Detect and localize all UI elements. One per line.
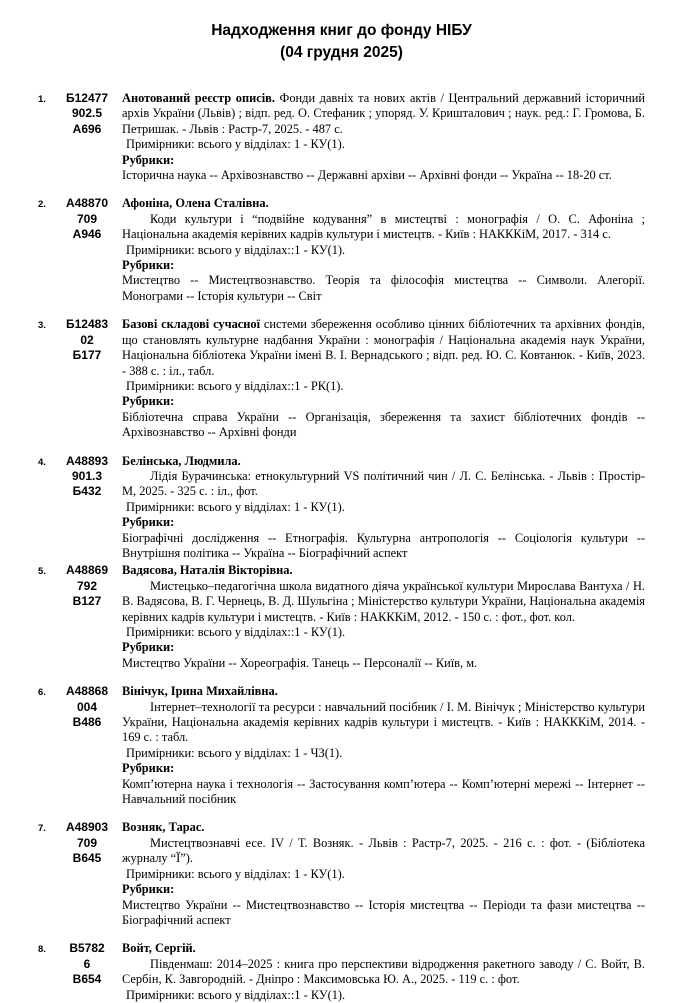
document-title: Надходження книг до фонду НІБУ xyxy=(211,22,472,39)
copies-line: Примірники: всього у відділах: 1 - КУ(1). xyxy=(126,866,345,881)
catalog-entry xyxy=(38,684,645,807)
catalog-entry xyxy=(38,317,645,440)
call-number xyxy=(62,91,122,183)
call-number xyxy=(62,196,122,304)
catalog-entry xyxy=(38,196,645,304)
rubrics-text: Історична наука -- Архівознавство -- Державні архіви -- Архівні фонди -- Україна -- 18-20 ст. xyxy=(122,168,612,183)
entry-description-text: Фонди давніх та нових актів / Центральний державний історичний архів України (Львів) ; відп. ред. О. Стефаник ; упоряд. У. Кришталович ; наук. ред.: Г. Громова, Б. Петришак. - Львів : Растр-7, 2025. - 487 с. xyxy=(122,91,645,136)
copies-line: Примірники: всього у відділах::1 - РК(1). xyxy=(126,378,344,393)
catalog-entry xyxy=(38,820,645,928)
copies-line: Примірники: всього у відділах::1 - КУ(1). xyxy=(126,987,346,1002)
rubrics-label: Рубрики: xyxy=(122,640,175,655)
entry-content xyxy=(122,820,645,928)
rubrics-label: Рубрики: xyxy=(122,258,175,273)
entry-author: Вінічук, Ірина Михайлівна. xyxy=(122,684,278,699)
author-mark: В645 xyxy=(72,851,102,866)
class-number: 02 xyxy=(80,332,94,347)
entry-number: 5. xyxy=(38,566,46,578)
rubrics-label: Рубрики: xyxy=(122,394,175,409)
entry-author: Войт, Сергій. xyxy=(122,941,196,956)
entry-description xyxy=(122,317,645,379)
shelf-mark: Б12477 xyxy=(66,91,108,105)
catalog-entry xyxy=(38,941,645,1003)
entry-list xyxy=(38,91,645,1003)
rubrics-text: Комп’ютерна наука і технологія -- Застосування комп’ютера -- Комп’ютерні мережі -- Інтернет -- Навчальний посібник xyxy=(122,776,645,807)
entry-content xyxy=(122,941,645,1003)
catalog-entry xyxy=(38,563,645,671)
rubrics-text: Біографічні дослідження -- Етнографія. Культурна антропологія -- Соціологія культури -- Внутрішня політика -- Україна -- Біографічний аспект xyxy=(122,530,645,560)
entry-number: 7. xyxy=(38,823,46,835)
entry-number: 6. xyxy=(38,687,46,699)
entry-description-text: системи збереження особливо цінних бібліотечних та архівних фондів, що становлять культурне надбання України : монографія / Національна академія наук України, Національна бібліотека України імені В. І. Вернадського ; відп. ред. Ю. С. Ковтанюк. - Київ, 2023. - 388 с. : іл., табл. xyxy=(122,317,646,378)
entry-number: 2. xyxy=(38,199,46,211)
catalog-entry xyxy=(38,91,645,183)
shelf-mark: А48903 xyxy=(65,820,109,835)
rubrics-text: Бібліотечна справа України -- Організація, збереження та захист бібліотечних фондів -- Архівознавство -- Архівні фонди xyxy=(122,409,645,440)
entry-content xyxy=(122,563,645,671)
catalog-entry xyxy=(38,454,645,562)
entry-author: Афоніна, Олена Сталівна. xyxy=(122,196,269,211)
call-number xyxy=(62,941,122,1003)
entry-number: 3. xyxy=(38,320,46,332)
call-number xyxy=(62,684,122,807)
entry-title-bold: Анотований реєстр описів. xyxy=(122,91,275,105)
rubrics-text: Мистецтво України -- Хореографія. Танець -- Персоналії -- Київ, м. xyxy=(122,655,478,670)
shelf-mark: А48869 xyxy=(65,563,109,578)
entry-number: 8. xyxy=(38,944,46,956)
class-number: 792 xyxy=(76,578,98,593)
rubrics-text: Мистецтво -- Мистецтвознавство. Теорія та філософія мистецтва -- Символи. Алегорії. Монограми -- Історія культури -- Світ xyxy=(122,273,645,303)
entry-author: Белінська, Людмила. xyxy=(122,453,241,468)
entry-content xyxy=(122,684,645,807)
copies-line: Примірники: всього у відділах: 1 - ЧЗ(1). xyxy=(126,745,343,760)
entry-content xyxy=(122,196,645,304)
copies-line: Примірники: всього у відділах: 1 - КУ(1). xyxy=(126,137,345,152)
entry-content xyxy=(122,454,645,562)
author-mark: Б432 xyxy=(72,484,102,499)
class-number: 6 xyxy=(83,956,91,971)
entry-description: Мистецько–педагогічна школа видатного діяча української культури Мирослава Вантуха / Н. В. Вадясова, В. Г. Чернець, В. Д. Шульгіна ; Міністерство культури України, Національна академія керівних кадрів культури і мистецтв. - Київ : НАКККіМ, 2012. - 150 с. : фот., фот. кол. xyxy=(122,578,645,624)
rubrics-label: Рубрики: xyxy=(122,882,175,897)
author-mark: А946 xyxy=(72,227,102,242)
call-number xyxy=(62,820,122,928)
rubrics-label: Рубрики: xyxy=(122,515,175,530)
author-mark: А696 xyxy=(72,121,102,136)
author-mark: Б177 xyxy=(72,348,102,363)
class-number: 902.5 xyxy=(71,106,103,121)
entry-description: Південмаш: 2014–2025 : книга про перспективи відродження ракетного заводу / С. Войт, В. Сербін, К. Завгородній. - Дніпро : Максимовська Ю. А., 2025. - 119 с. : фот. xyxy=(122,956,645,987)
entry-title-bold: Базові складові сучасної xyxy=(122,317,261,332)
entry-number: 1. xyxy=(38,94,46,105)
shelf-mark: А48868 xyxy=(65,684,109,699)
entry-number: 4. xyxy=(38,456,46,468)
entry-description: Лідія Бурачинська: етнокультурний VS політичний чин / Л. С. Белінська. - Львів : Простір-М, 2025. - 325 с. : іл., фот. xyxy=(122,468,645,499)
entry-description xyxy=(122,91,645,137)
shelf-mark: В5782 xyxy=(69,941,105,956)
entry-author: Возняк, Тарас. xyxy=(122,820,205,835)
author-mark: В127 xyxy=(72,594,102,609)
entry-description: Коди культури і “подвійне кодування” в мистецтві : монографія / О. С. Афоніна ; Національна академія керівних кадрів культури і мистецтв. - Київ : НАКККіМ, 2017. - 314 с. xyxy=(122,211,645,242)
shelf-mark: Б12483 xyxy=(66,317,108,332)
class-number: 004 xyxy=(76,699,98,714)
call-number xyxy=(62,563,122,671)
entry-description: Інтернет–технології та ресурси : навчальний посібник / І. М. Вінічук ; Міністерство культури України, Національна академія керівних кадрів культури і мистецтв. - Київ : НАКККіМ, 2014. - 169 с. : табл. xyxy=(122,699,645,745)
entry-description: Мистецтвознавчі есе. IV / Т. Возняк. - Львів : Растр-7, 2025. - 216 с. : фот. - (Бібліотека журналу “Ї”). xyxy=(122,835,645,866)
call-number xyxy=(62,454,122,562)
entry-content xyxy=(122,317,645,440)
shelf-mark: А48893 xyxy=(65,453,109,468)
class-number: 901.3 xyxy=(71,468,103,483)
document-title-block xyxy=(38,20,645,64)
entry-content xyxy=(122,91,645,183)
rubrics-label: Рубрики: xyxy=(122,761,175,776)
copies-line: Примірники: всього у відділах: 1 - КУ(1). xyxy=(126,499,345,514)
entry-author: Вадясова, Наталія Вікторівна. xyxy=(122,563,293,578)
document-date: (04 грудня 2025) xyxy=(280,44,403,61)
class-number: 709 xyxy=(76,211,98,226)
class-number: 709 xyxy=(76,835,98,850)
copies-line: Примірники: всього у відділах::1 - КУ(1). xyxy=(126,242,346,257)
rubrics-label: Рубрики: xyxy=(122,152,175,167)
call-number xyxy=(62,317,122,440)
author-mark: В486 xyxy=(72,715,102,730)
shelf-mark: А48870 xyxy=(65,196,109,211)
copies-line: Примірники: всього у відділах::1 - КУ(1). xyxy=(126,625,346,639)
rubrics-text: Мистецтво України -- Мистецтвознавство -- Історія мистецтва -- Періоди та фази мистецтва -- Біографічний аспект xyxy=(122,897,645,927)
author-mark: В654 xyxy=(72,972,102,987)
